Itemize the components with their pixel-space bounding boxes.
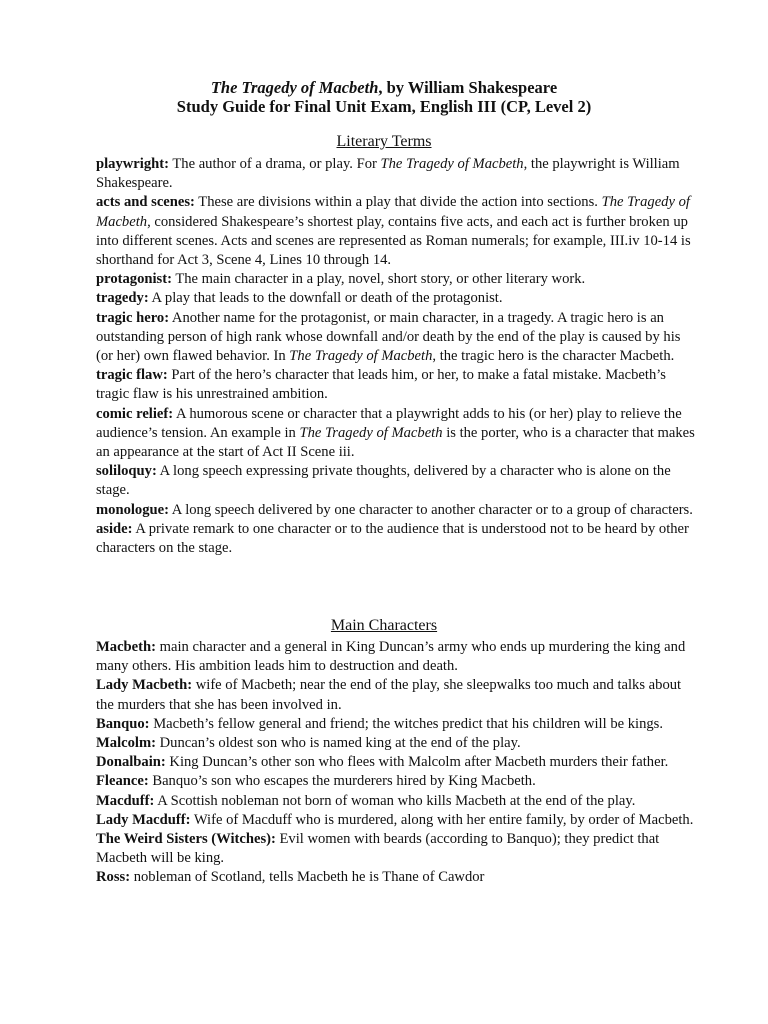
character-description: Duncan’s oldest son who is named king at the end of the play. [155,735,521,752]
character-entry [96,868,696,887]
term-definition: A long speech delivered by one character to another character or to a group of characters. [168,501,693,518]
play-title: The Tragedy of Macbeth [210,78,379,97]
term-entry [96,270,696,289]
character-description: King Duncan’s other son who flees with Malcolm after Macbeth murders their father. [165,754,669,771]
title-author: , by William Shakespeare [378,78,558,97]
character-entry [96,772,696,791]
term-definition: Another name for the protagonist, or main character, in a tragedy. A tragic hero is an outstanding person of high rank whose downfall and/or death by the end of the play is caused by his (or her) own flawed behavior. In [96,309,681,365]
play-title-reference: The Tragedy of Macbeth [380,156,524,172]
term-entry [96,405,696,463]
term-label: tragic hero: [96,309,170,326]
character-name: Fleance: [96,773,149,790]
character-name: Lady Macduff: [96,811,191,828]
term-entry [96,193,696,270]
character-name: Macbeth: [96,639,156,655]
term-label: tragedy: [96,290,149,307]
term-label: aside: [96,520,133,537]
character-name: Ross: [96,869,131,886]
term-label: acts and scenes: [96,194,195,211]
character-entry [96,753,696,772]
character-description: Macbeth’s fellow general and friend; the witches predict that his children will be kings. [149,715,664,732]
character-name: The Weird Sisters (Witches): [96,831,276,848]
term-definition: , considered Shakespeare’s shortest play, contains five acts, and each act is further broken up into different scenes. Acts and scenes are represented as Roman numerals; for example, III.iv 10-14 is shorthand for Act 3, Scene 4, Lines 10 through 14. [96,213,691,269]
character-entry [96,792,696,811]
term-definition: A private remark to one character or to the audience that is understood not to be heard by other characters on the stage. [96,520,689,557]
character-entry [96,638,696,676]
term-entry [96,501,696,520]
term-definition: A humorous scene or character that a playwright adds to his (or her) play to relieve the audience’s tension. An example in [96,405,682,441]
play-title-reference: The Tragedy of Macbeth [299,424,443,441]
term-label: monologue: [96,501,169,518]
character-entry [96,676,696,714]
character-entry [96,734,696,753]
term-label: playwright: [96,156,169,172]
term-entry [96,309,696,367]
character-description: nobleman of Scotland, tells Macbeth he is Thane of Cawdor [130,869,485,886]
term-definition: Part of the hero’s character that leads him, or her, to make a fatal mistake. Macbeth’s tragic flaw is his unrestrained ambition. [96,367,666,403]
term-definition: The main character in a play, novel, short story, or other literary work. [171,271,586,288]
document-header [0,78,768,116]
character-description: Evil women with beards (according to Banquo); they predict that Macbeth will be king. [96,831,660,867]
document-subtitle: Study Guide for Final Unit Exam, English III (CP, Level 2) [176,97,592,116]
character-entry [96,715,696,734]
term-definition: The author of a drama, or play. For [168,156,381,172]
character-name: Donalbain: [96,754,166,771]
main-characters-heading: Main Characters [330,617,438,634]
main-characters-list [96,638,696,888]
character-entry [96,811,696,830]
term-label: tragic flaw: [96,367,168,384]
character-name: Banquo: [96,715,150,732]
play-title-reference: The Tragedy of Macbeth [96,194,690,230]
term-entry [96,520,696,558]
literary-terms-list [96,155,696,558]
term-definition: A long speech expressing private thoughts, delivered by a character who is alone on the stage. [96,463,671,499]
term-definition: A play that leads to the downfall or death of the protagonist. [148,290,503,307]
term-entry [96,462,696,500]
character-description: wife of Macbeth; near the end of the play, she sleepwalks too much and talks about the murders that she has been involved in. [96,677,682,713]
character-description: Wife of Macduff who is murdered, along with her entire family, by order of Macbeth. [190,811,694,828]
document-title [0,78,768,97]
term-label: comic relief: [96,405,174,422]
literary-terms-heading: Literary Terms [336,133,432,150]
term-entry [96,289,696,308]
character-name: Lady Macbeth: [96,677,193,694]
character-name: Malcolm: [96,735,156,752]
term-definition: , the tragic hero is the character Macbeth. [432,348,675,365]
term-entry [96,155,696,193]
character-name: Macduff: [96,792,155,809]
play-title-reference: The Tragedy of Macbeth [289,348,433,365]
term-entry [96,366,696,404]
character-description: A Scottish nobleman not born of woman who kills Macbeth at the end of the play. [154,792,636,809]
term-label: soliloquy: [96,463,157,480]
term-label: protagonist: [96,271,172,288]
term-definition: is the porter, who is a character that makes an appearance at the start of Act II Scene iii. [96,424,695,461]
character-entry [96,830,696,868]
character-description: main character and a general in King Duncan’s army who ends up murdering the king and many others. His ambition leads him to destruction and death. [96,639,686,675]
character-description: Banquo’s son who escapes the murderers hired by King Macbeth. [148,773,536,790]
term-definition: , the playwright is William Shakespeare. [96,156,680,192]
term-definition: These are divisions within a play that divide the action into sections. [194,194,602,211]
